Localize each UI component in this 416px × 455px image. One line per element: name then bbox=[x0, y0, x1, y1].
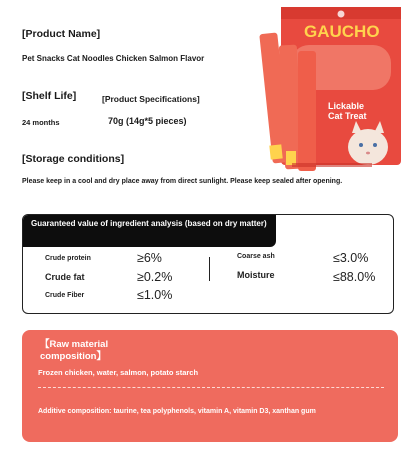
package-label-line1: Lickable bbox=[328, 101, 365, 111]
raw-material-heading: 【Raw material composition】 bbox=[40, 339, 109, 362]
spec-value: 70g (14g*5 pieces) bbox=[108, 116, 187, 126]
crude-fiber-label: Crude Fiber bbox=[45, 292, 85, 299]
dashed-divider bbox=[38, 387, 384, 388]
raw-material-box bbox=[22, 330, 398, 442]
nutrition-analysis-box bbox=[22, 214, 394, 314]
package-label-line2: Cat Treat bbox=[328, 111, 367, 121]
moisture-label: Moisture bbox=[237, 270, 275, 280]
analysis-header: Guaranteed value of ingredient analysis (based on dry matter) bbox=[23, 215, 276, 247]
raw-ingredients: Frozen chicken, water, salmon, potato starch bbox=[38, 368, 199, 377]
storage-text: Please keep in a cool and dry place away from direct sunlight. Please keep sealed after opening. bbox=[22, 178, 343, 185]
crude-fat-label: Crude fat bbox=[45, 272, 85, 282]
product-package-image bbox=[256, 5, 406, 173]
crude-fiber-value: ≤1.0% bbox=[137, 288, 173, 302]
package-brand: GAUCHO bbox=[304, 22, 380, 41]
coarse-ash-value: ≤3.0% bbox=[333, 251, 369, 265]
crude-fat-value: ≥0.2% bbox=[137, 270, 173, 284]
shelf-life-heading: [Shelf Life] bbox=[22, 90, 77, 102]
storage-heading: [Storage conditions] bbox=[22, 153, 125, 165]
spec-heading: [Product Specifications] bbox=[102, 94, 200, 104]
crude-protein-label: Crude protein bbox=[45, 255, 91, 262]
moisture-value: ≤88.0% bbox=[333, 270, 376, 284]
product-name-value: Pet Snacks Cat Noodles Chicken Salmon Flavor bbox=[22, 54, 205, 63]
analysis-divider bbox=[209, 257, 210, 281]
product-name-heading: [Product Name] bbox=[22, 28, 101, 40]
coarse-ash-label: Coarse ash bbox=[237, 253, 275, 260]
crude-protein-value: ≥6% bbox=[137, 251, 162, 265]
raw-additives: Additive composition: taurine, tea polyphenols, vitamin A, vitamin D3, xanthan gum bbox=[38, 408, 316, 415]
shelf-life-value: 24 months bbox=[22, 118, 60, 127]
package-sticks bbox=[259, 32, 316, 171]
